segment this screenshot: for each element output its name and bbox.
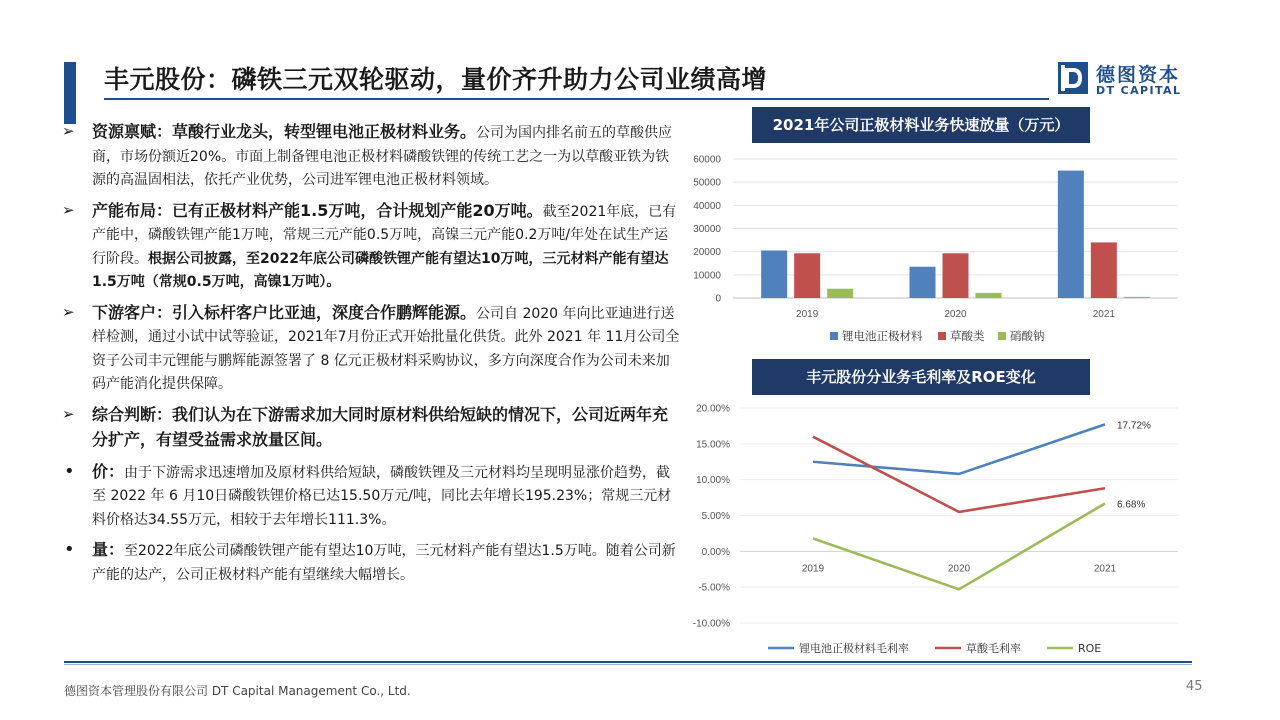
line-y-tick-label: -10.00% (692, 618, 730, 630)
line-data-label: 6.68% (1117, 499, 1146, 511)
paragraph-lead: 价： (92, 461, 125, 481)
bar-y-tick-label: 40000 (693, 200, 721, 212)
footer-company: 德图资本管理股份有限公司 DT Capital Management Co., Ltd. (64, 684, 411, 698)
line-y-tick-label: 15.00% (696, 439, 730, 451)
bar-y-tick-label: 50000 (693, 177, 721, 189)
bar-legend-swatch (998, 332, 1006, 340)
line-legend-label: 锂电池正极材料毛利率 (799, 642, 909, 655)
page-title: 丰元股份：磷铁三元双轮驱动，量价齐升助力公司业绩高增 (104, 65, 768, 94)
paragraph-customers (62, 301, 680, 397)
dot-bullet-icon: • (64, 539, 75, 560)
bar-2019-series-0 (761, 251, 787, 298)
paragraph-lead: 资源禀赋：草酸行业龙头，转型锂电池正极材料业务。 (92, 122, 477, 141)
arrow-bullet-icon: ➢ (62, 404, 75, 423)
paragraph-lead: 下游客户：引入标杆客户比亚迪，深度合作鹏辉能源。 (92, 302, 477, 322)
bar-x-tick-label: 2021 (1092, 309, 1115, 320)
bar-y-tick-label: 20000 (693, 247, 721, 259)
bar-2021-series-1 (1091, 242, 1117, 298)
line-legend-label: 草酸毛利率 (966, 642, 1021, 655)
paragraph-volume (62, 538, 680, 587)
bar-x-tick-label: 2019 (796, 309, 819, 320)
bar-2021-series-0 (1058, 171, 1084, 298)
logo-en-text: DT CAPITAL (1096, 84, 1182, 97)
paragraph-lead: 产能布局：已有正极材料产能1.5万吨，合计规划产能20万吨。 (92, 200, 543, 220)
title-accent-bar (64, 62, 76, 124)
arrow-bullet-icon: ➢ (62, 200, 75, 219)
paragraph-bold-text: 根据公司披露，至2022年底公司磷酸铁锂产能有望达10万吨，三元材料产能有望达1.5万吨（常规0.5万吨，高镍1万吨）。 (92, 250, 669, 290)
line-series-0 (813, 424, 1105, 474)
arrow-bullet-icon: ➢ (62, 122, 75, 140)
bar-x-tick-label: 2020 (944, 309, 967, 320)
logo-cn-text: 德图资本 (1096, 64, 1181, 86)
paragraph-text: 截至2021年底，已有产能中，磷酸铁锂产能1万吨，常规三元产能0.5万吨，高镍三元产能0.2万吨/年处在试生产运行阶段。 (92, 203, 677, 267)
paragraph-text: 公司为国内排名前五的草酸供应商，市场份额近20%。市面上制备锂电池正极材料磷酸铁锂的传统工艺之一为以草酸亚铁为铁源的高温固相法，依托产业优势，公司进军锂电池正极材料领域。 (92, 125, 673, 188)
line-x-tick-label: 2019 (801, 563, 825, 575)
line-series-2 (813, 503, 1105, 589)
bar-legend-swatch (938, 332, 946, 340)
line-chart-title: 丰元股份分业务毛利率及ROE变化 (752, 359, 1090, 395)
paragraph-lead: 量： (92, 540, 125, 559)
bar-y-tick-label: 0 (715, 293, 721, 305)
paragraph-text: 由于下游需求迅速增加及原材料供给短缺，磷酸铁锂及三元材料均呈现明显涨价趋势，截至 2022 年 6 月10日磷酸铁锂价格已达15.50万元/吨，同比去年增长195.23%；常规三元材料价格达34.55万元，相较于去年增长111.3%。 (92, 464, 672, 528)
bar-2020-series-2 (976, 293, 1002, 298)
bar-legend-label: 草酸类 (950, 329, 985, 343)
bar-2019-series-1 (794, 253, 820, 298)
dt-logo-icon (1058, 62, 1088, 94)
bar-2021-series-2 (1124, 297, 1150, 298)
line-chart (688, 398, 1188, 660)
company-logo (1058, 62, 1188, 98)
line-y-tick-label: 10.00% (696, 475, 730, 487)
bar-chart-title: 2021年公司正极材料业务快速放量（万元） (752, 107, 1090, 143)
bar-legend-swatch (830, 332, 838, 340)
text-column (62, 120, 680, 593)
page-number: 45 (1186, 679, 1203, 694)
line-y-tick-label: 0.00% (701, 546, 730, 558)
paragraph-price (62, 460, 680, 533)
line-y-tick-label: 20.00% (696, 403, 730, 415)
line-legend-label: ROE (1078, 642, 1102, 655)
title-underline (104, 98, 1049, 100)
bar-chart (688, 148, 1188, 353)
bar-legend-label: 锂电池正极材料 (842, 329, 923, 343)
bar-legend-label: 硝酸钠 (1010, 329, 1045, 343)
dot-bullet-icon: • (64, 460, 75, 482)
line-y-tick-label: -5.00% (698, 582, 730, 594)
line-data-label: 17.72% (1117, 420, 1151, 432)
arrow-bullet-icon: ➢ (62, 302, 75, 321)
bar-2020-series-1 (943, 253, 969, 298)
bar-y-tick-label: 10000 (693, 270, 721, 282)
paragraph-resources (62, 120, 680, 193)
paragraph-capacity (62, 199, 680, 295)
bar-y-tick-label: 30000 (693, 224, 721, 235)
paragraph-text: 公司自 2020 年向比亚迪进行送样检测，通过小试中试等验证，2021年7月份正式开始批量化供货。此外 2021 年 11月公司全资子公司丰元锂能与鹏辉能源签署了 8 亿元正极材料采购协议，多方向深度合作为公司未来加码产能消化提供保障。 (92, 305, 680, 392)
footer-rule (64, 661, 1192, 663)
paragraph-lead: 综合判断：我们认为在下游需求加大同时原材料供给短缺的情况下，公司近两年充分扩产，有望受益需求放量区间。 (92, 404, 669, 449)
bar-2019-series-2 (827, 289, 853, 298)
footer-rule-thin (64, 664, 1192, 665)
bar-2020-series-0 (910, 267, 936, 298)
paragraph-judgment (62, 403, 680, 454)
line-x-tick-label: 2021 (1093, 563, 1117, 575)
paragraph-text: 至2022年底公司磷酸铁锂产能有望达10万吨，三元材料产能有望达1.5万吨。随着公司新产能的达产，公司正极材料产能有望继续大幅增长。 (92, 543, 676, 583)
line-x-tick-label: 2020 (947, 563, 971, 575)
line-y-tick-label: 5.00% (701, 511, 730, 522)
bar-y-tick-label: 60000 (693, 154, 721, 166)
